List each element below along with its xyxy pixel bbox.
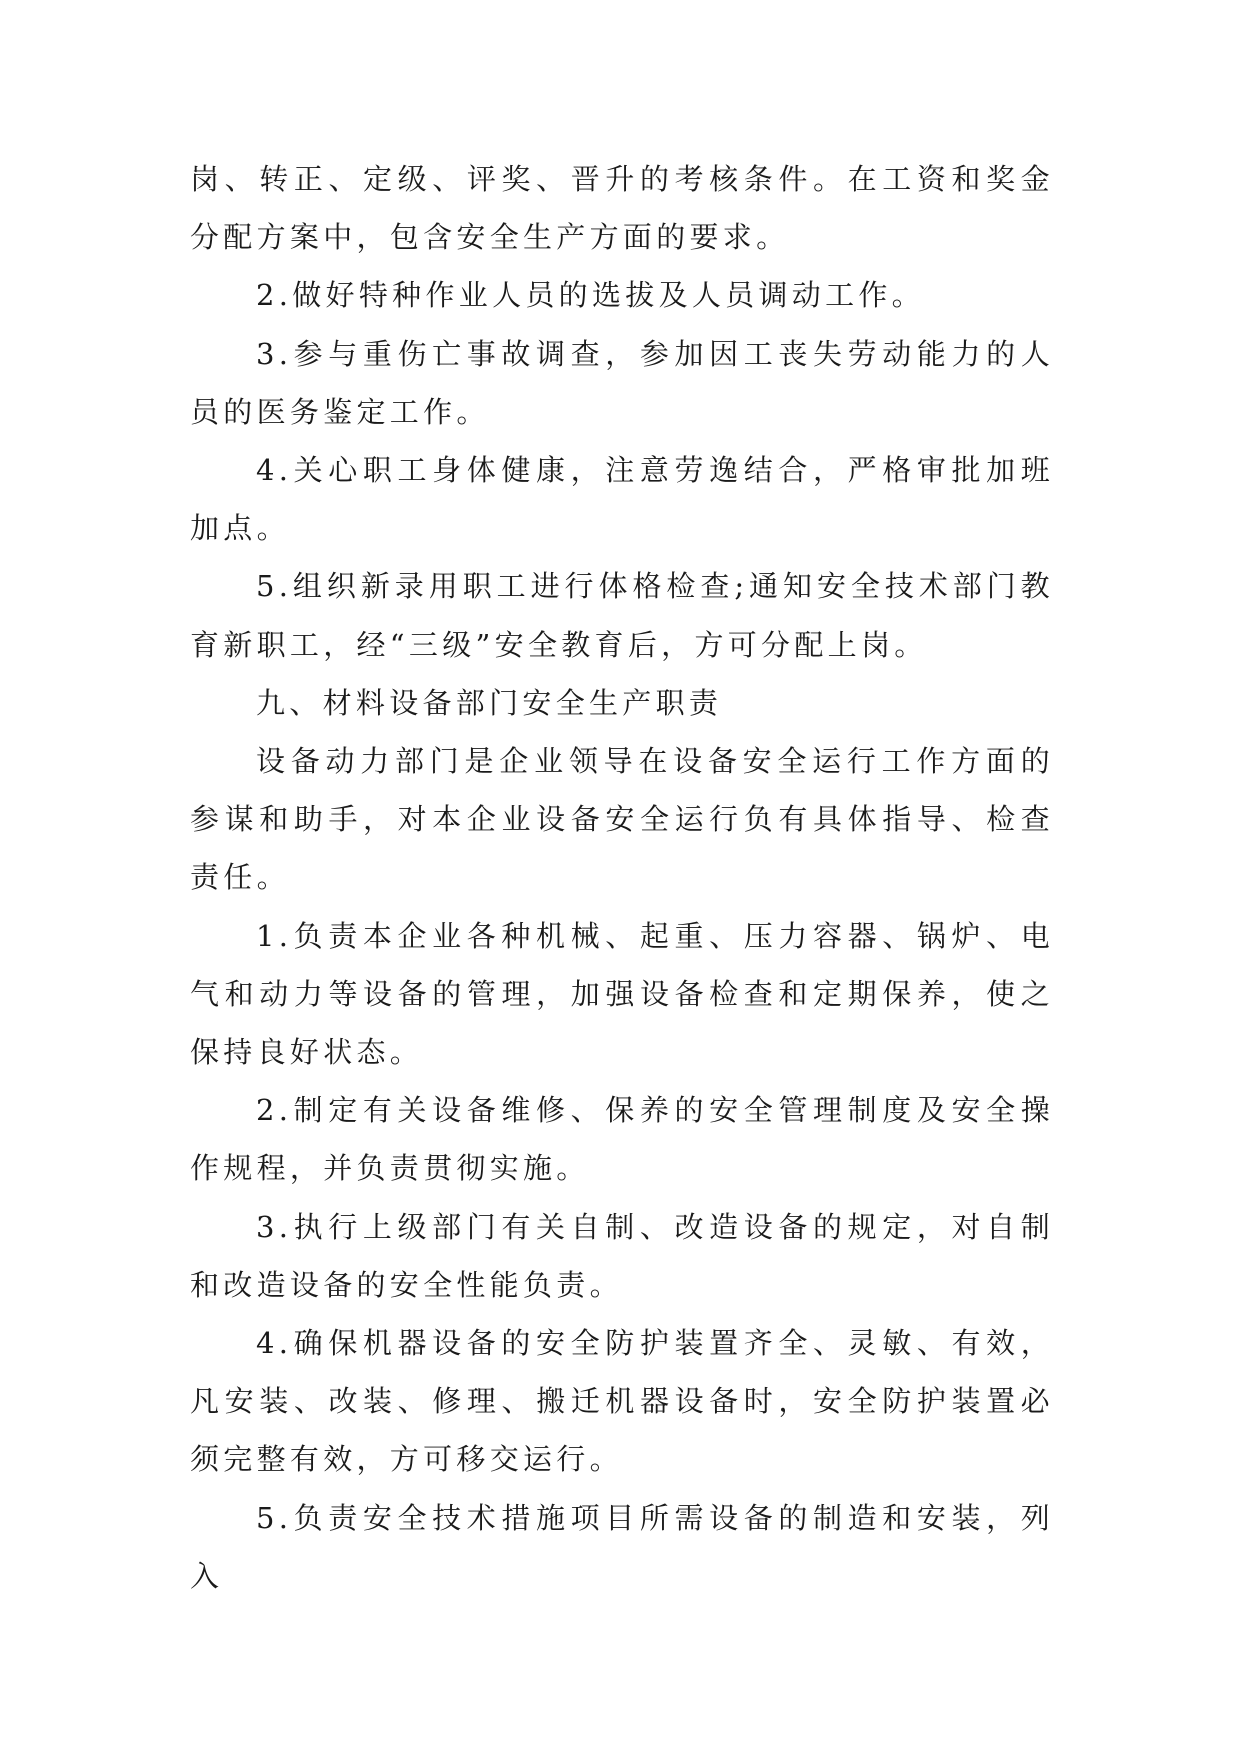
section-item-1: 1.负责本企业各种机械、起重、压力容器、锅炉、电气和动力等设备的管理，加强设备检查和定期保养，使之保持良好状态。 — [190, 918, 1054, 1070]
section-intro: 设备动力部门是企业领导在设备安全运行工作方面的参谋和助手，对本企业设备安全运行负有具体指导、检查责任。 — [190, 744, 1054, 895]
section-item-2: 2.制定有关设备维修、保养的安全管理制度及安全操作规程，并负责贯彻实施。 — [190, 1093, 1054, 1186]
paragraph-item-5: 5.组织新录用职工进行体格检查;通知安全技术部门教育新职工，经“三级”安全教育后，方可分配上岗。 — [190, 569, 1054, 662]
paragraph-item-3: 3.参与重伤亡事故调查，参加因工丧失劳动能力的人员的医务鉴定工作。 — [190, 336, 1054, 429]
section-item-5: 5.负责安全技术措施项目所需设备的制造和安装，列入 — [190, 1500, 1054, 1593]
section-heading: 九、材料设备部门安全生产职责 — [256, 685, 723, 720]
section-item-3: 3.执行上级部门有关自制、改造设备的规定，对自制和改造设备的安全性能负责。 — [190, 1209, 1054, 1302]
document-body — [190, 150, 1054, 1605]
paragraph-item-4: 4.关心职工身体健康，注意劳逸结合，严格审批加班加点。 — [190, 453, 1054, 546]
section-item-4: 4.确保机器设备的安全防护装置齐全、灵敏、有效，凡安装、改装、修理、搬迁机器设备时，安全防护装置必须完整有效，方可移交运行。 — [190, 1326, 1054, 1477]
paragraph-continuation: 岗、转正、定级、评奖、晋升的考核条件。在工资和奖金分配方案中，包含安全生产方面的要求。 — [190, 162, 1054, 255]
paragraph-item-2: 2.做好特种作业人员的选拔及人员调动工作。 — [256, 278, 925, 313]
